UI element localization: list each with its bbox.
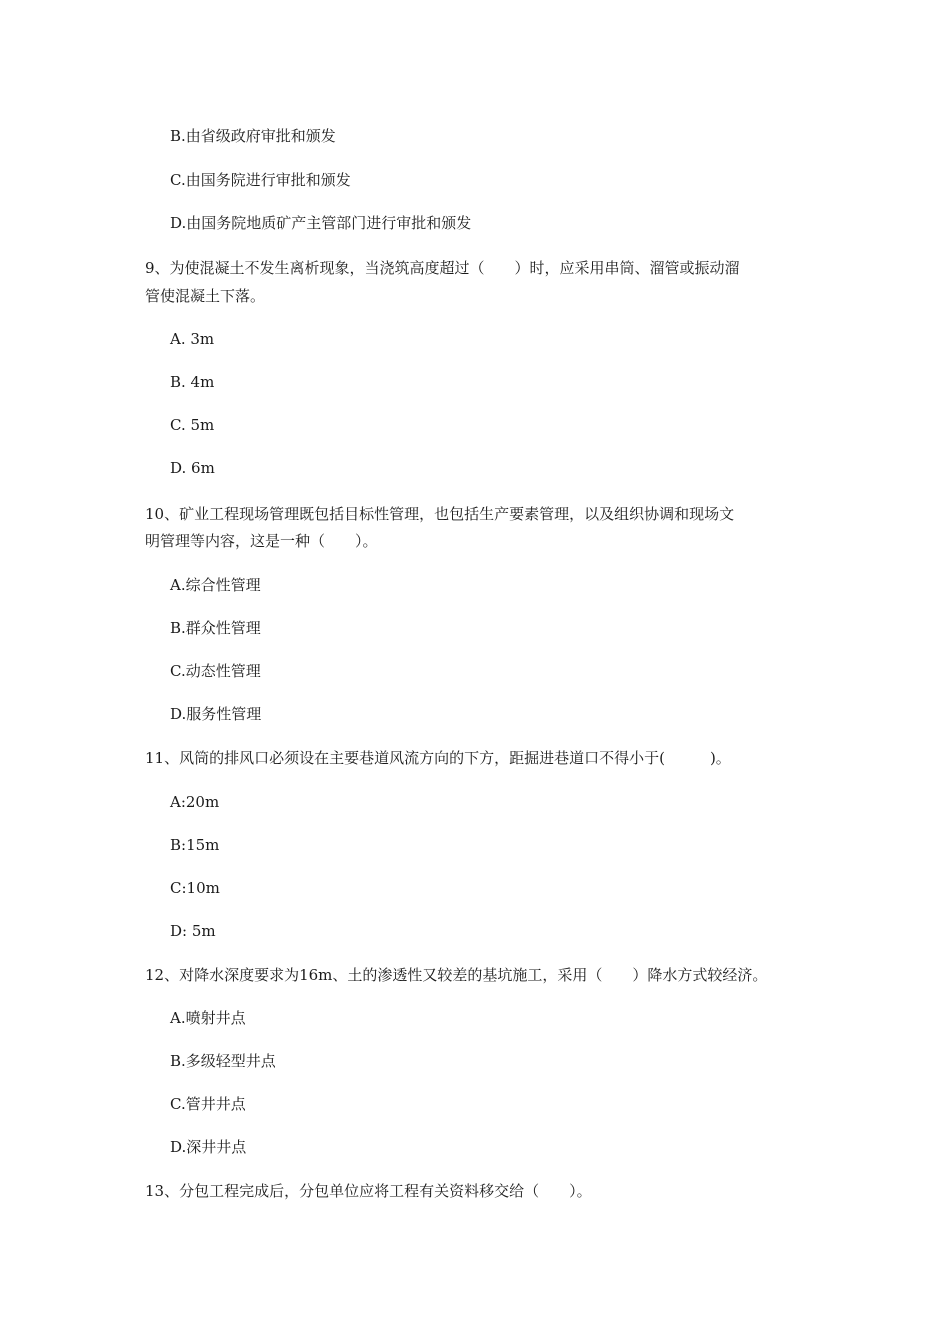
option-d: D.由国务院地质矿产主管部门进行审批和颁发	[170, 214, 472, 232]
question-10-text-cont: 明管理等内容，这是一种（ ）。	[145, 532, 378, 550]
question-13-text: 13、分包工程完成后，分包单位应将工程有关资料移交给（ ）。	[145, 1182, 592, 1200]
question-9-text-cont: 管使混凝土下落。	[145, 287, 266, 305]
option-c: C.由国务院进行审批和颁发	[170, 171, 351, 189]
option-b: B.多级轻型井点	[170, 1052, 276, 1070]
option-c: C. 5m	[170, 416, 215, 434]
option-a: A:20m	[170, 793, 220, 811]
option-b: B.群众性管理	[170, 619, 261, 637]
option-b: B.由省级政府审批和颁发	[170, 127, 336, 145]
option-d: D.深井井点	[170, 1138, 247, 1156]
option-d: D.服务性管理	[170, 705, 262, 723]
option-b: B. 4m	[170, 373, 215, 391]
question-9-text: 9、为使混凝土不发生离析现象，当浇筑高度超过（ ）时，应采用串筒、溜管或振动溜	[145, 259, 740, 277]
option-c: C:10m	[170, 879, 220, 897]
option-a: A. 3m	[170, 330, 215, 348]
option-c: C.动态性管理	[170, 662, 261, 680]
option-a: A.综合性管理	[170, 576, 261, 594]
option-d: D. 6m	[170, 459, 215, 477]
question-12-text: 12、对降水深度要求为16m、土的渗透性又较差的基坑施工，采用（ ）降水方式较经济。	[145, 966, 768, 984]
option-a: A.喷射井点	[170, 1009, 246, 1027]
option-b: B:15m	[170, 836, 220, 854]
option-d: D: 5m	[170, 922, 216, 940]
option-c: C.管井井点	[170, 1095, 246, 1113]
question-10-text: 10、矿业工程现场管理既包括目标性管理，也包括生产要素管理，以及组织协调和现场文	[145, 505, 735, 523]
question-11-text: 11、风筒的排风口必须设在主要巷道风流方向的下方，距掘进巷道口不得小于( )。	[145, 749, 731, 767]
